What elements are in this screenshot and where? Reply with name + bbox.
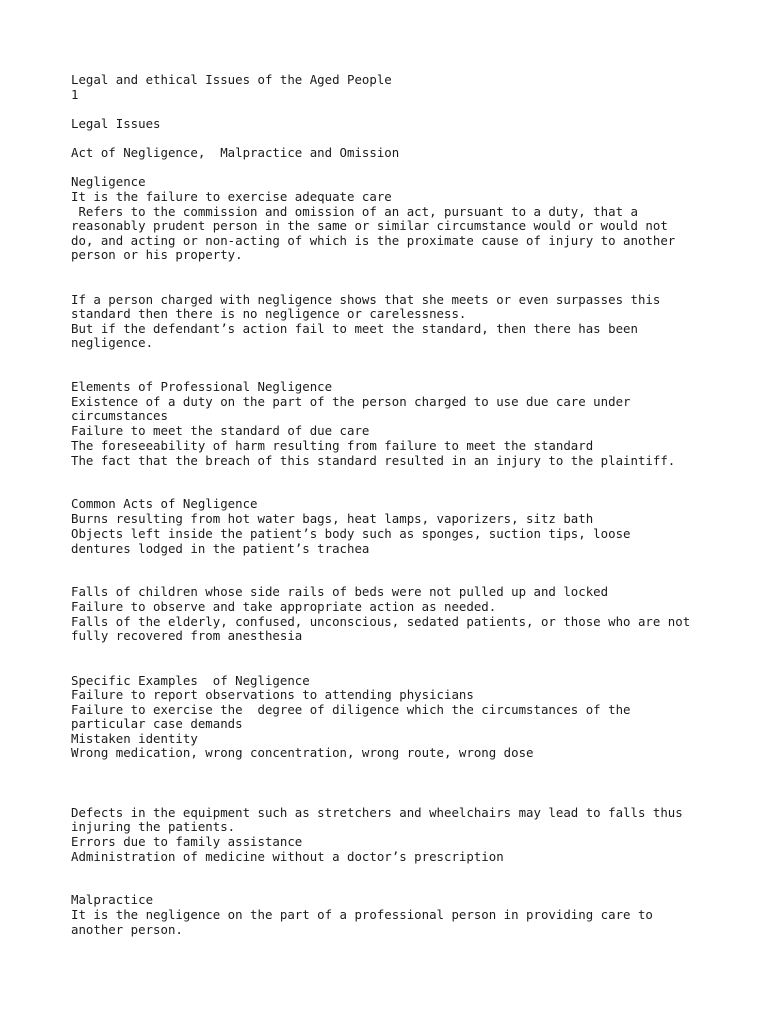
list-item: Defects in the equipment such as stretchers and wheelchairs may lead to falls thus xyxy=(71,805,683,820)
text-line: If a person charged with negligence shows that she meets or even surpasses this xyxy=(71,292,661,307)
list-item: Mistaken identity xyxy=(71,731,198,746)
list-item: Existence of a duty on the part of the person charged to use due care under xyxy=(71,394,631,409)
list-item: Errors due to family assistance xyxy=(71,834,303,849)
text-line: person or his property. xyxy=(71,247,243,262)
list-item: The foreseeability of harm resulting from failure to meet the standard xyxy=(71,438,594,453)
text-line: It is the failure to exercise adequate care xyxy=(71,189,392,204)
list-item: Objects left inside the patient’s body such as sponges, suction tips, loose xyxy=(71,526,631,541)
text-line: reasonably prudent person in the same or similar circumstance would or would not xyxy=(71,218,668,233)
list-item: Failure to meet the standard of due care xyxy=(71,423,370,438)
list-item: Wrong medication, wrong concentration, wrong route, wrong dose xyxy=(71,745,534,760)
list-heading: Specific Examples of Negligence xyxy=(71,673,310,688)
document-title: Legal and ethical Issues of the Aged People xyxy=(71,72,392,87)
list-item: dentures lodged in the patient’s trachea xyxy=(71,541,370,556)
text-line: negligence. xyxy=(71,335,154,350)
list-item: injuring the patients. xyxy=(71,819,236,834)
section-heading: Legal Issues xyxy=(71,116,161,131)
subsection-heading: Act of Negligence, Malpractice and Omission xyxy=(71,145,400,160)
list-item: Falls of children whose side rails of beds were not pulled up and locked xyxy=(71,584,609,599)
text-line: standard then there is no negligence or carelessness. xyxy=(71,306,467,321)
list-item: fully recovered from anesthesia xyxy=(71,628,303,643)
list-item: Failure to exercise the degree of diligence which the circumstances of the xyxy=(71,702,631,717)
text-line: It is the negligence on the part of a professional person in providing care to xyxy=(71,907,653,922)
text-line: Refers to the commission and omission of an act, pursuant to a duty, that a xyxy=(71,204,638,219)
list-item: Falls of the elderly, confused, unconscious, sedated patients, or those who are not xyxy=(71,614,691,629)
term-heading: Malpractice xyxy=(71,892,154,907)
text-line: But if the defendant’s action fail to meet the standard, then there has been xyxy=(71,321,638,336)
text-line: do, and acting or non-acting of which is the proximate cause of injury to another xyxy=(71,233,676,248)
text-line: another person. xyxy=(71,922,183,937)
list-heading: Common Acts of Negligence xyxy=(71,496,258,511)
list-item: circumstances xyxy=(71,408,168,423)
list-item: The fact that the breach of this standard resulted in an injury to the plaintiff. xyxy=(71,453,676,468)
list-heading: Elements of Professional Negligence xyxy=(71,379,333,394)
list-item: Failure to report observations to attending physicians xyxy=(71,687,474,702)
list-item: particular case demands xyxy=(71,716,243,731)
list-item: Burns resulting from hot water bags, heat lamps, vaporizers, sitz bath xyxy=(71,511,594,526)
term-heading: Negligence xyxy=(71,174,146,189)
list-item: Administration of medicine without a doctor’s prescription xyxy=(71,849,504,864)
list-item: Failure to observe and take appropriate action as needed. xyxy=(71,599,497,614)
page-number: 1 xyxy=(71,87,79,102)
